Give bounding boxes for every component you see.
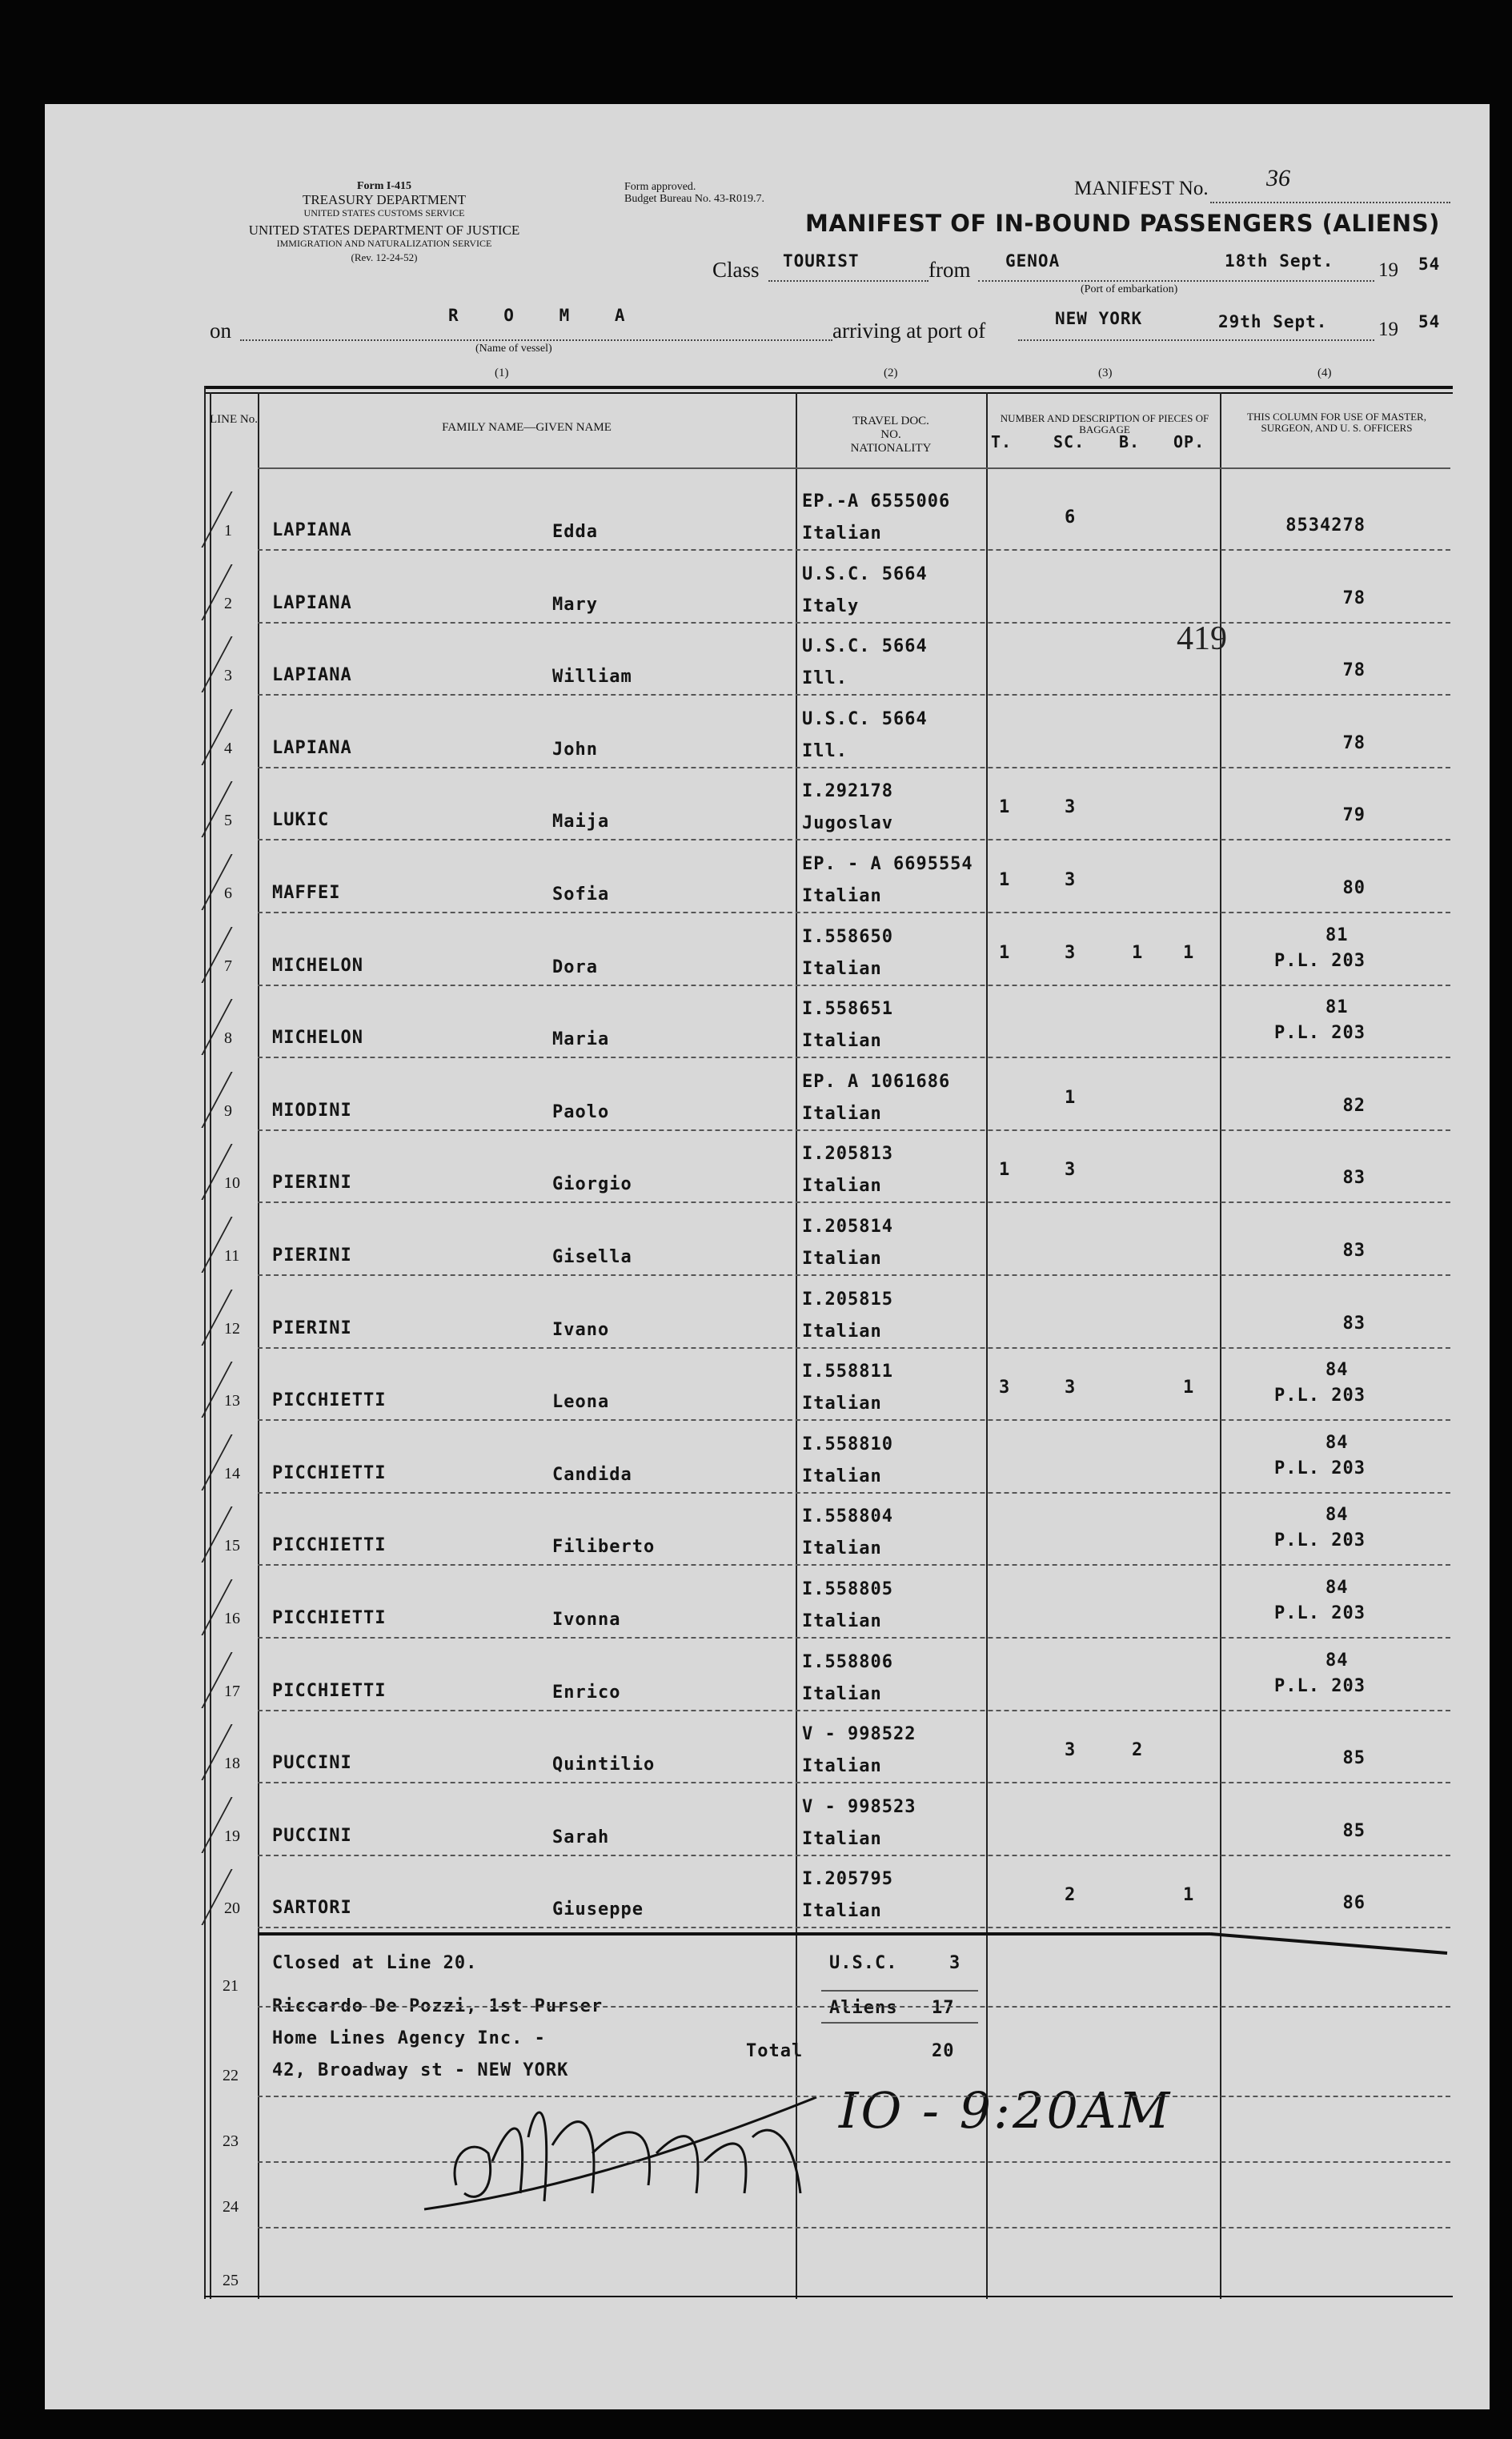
given-name: Maija [552, 812, 610, 832]
nationality: Ill. [802, 668, 848, 688]
officer-note-top: 84 [1326, 1360, 1349, 1380]
baggage-sub-t: T. [991, 432, 1013, 451]
travel-doc-number: I.292178 [802, 781, 893, 801]
line-number: 4 [224, 740, 232, 757]
vessel-note: (Name of vessel) [475, 343, 552, 355]
family-name: MIODINI [272, 1101, 352, 1121]
officer-note: P.L. 203 [1274, 1530, 1366, 1550]
row-divider [258, 1637, 1450, 1639]
family-name: LAPIANA [272, 593, 352, 613]
travel-doc-number: I.558810 [802, 1434, 893, 1454]
officer-note-top: 84 [1326, 1505, 1349, 1525]
baggage-sc: 3 [1065, 870, 1077, 890]
baggage-op: 1 [1183, 943, 1195, 963]
manifest-no-label: MANIFEST No. [1074, 178, 1209, 199]
given-name: Mary [552, 595, 598, 615]
col-number-2: (2) [884, 367, 898, 379]
travel-doc-number: I.558811 [802, 1362, 893, 1382]
officer-note: P.L. 203 [1274, 1676, 1366, 1696]
family-name: PIERINI [272, 1246, 352, 1266]
row-divider [258, 2227, 1450, 2228]
line-number: 5 [224, 812, 232, 829]
closing-stroke [1210, 1928, 1450, 1960]
given-name: Candida [552, 1465, 632, 1485]
line-number: 9 [224, 1102, 232, 1120]
given-name: Enrico [552, 1683, 621, 1703]
agency-address: 42, Broadway st - NEW YORK [272, 2060, 569, 2080]
baggage-b: 2 [1132, 1740, 1144, 1760]
nationality: Italy [802, 596, 860, 616]
manifest-page [45, 104, 1490, 2409]
purser-name: Riccardo De Pozzi, 1st Purser [272, 1996, 604, 2016]
officer-note: 80 [1342, 878, 1366, 898]
arrival-year: 54 [1418, 312, 1441, 331]
col-header-name: FAMILY NAME—GIVEN NAME [442, 421, 612, 434]
baggage-t: 1 [999, 1160, 1011, 1180]
officer-note: 79 [1342, 805, 1366, 825]
justice-dept: UNITED STATES DEPARTMENT OF JUSTICE [248, 223, 520, 238]
aliens-label: Aliens [829, 1998, 898, 2018]
given-name: Giorgio [552, 1174, 632, 1194]
family-name: MAFFEI [272, 883, 341, 903]
nationality: Italian [802, 1249, 882, 1269]
family-name: PICCHIETTI [272, 1463, 387, 1483]
baggage-sub-op: OP. [1173, 432, 1205, 451]
row-divider [258, 2161, 1450, 2163]
form-approval [624, 181, 764, 205]
family-name: MICHELON [272, 1028, 363, 1048]
form-approved: Form approved. [624, 181, 696, 193]
nationality: Italian [802, 1394, 882, 1414]
nationality: Ill. [802, 741, 848, 761]
baggage-sc: 6 [1065, 507, 1077, 528]
family-name: LAPIANA [272, 738, 352, 758]
family-name: LAPIANA [272, 520, 352, 540]
empty-line-number: 23 [223, 2132, 239, 2150]
travel-doc-number: V - 998522 [802, 1724, 916, 1744]
row-divider [258, 1564, 1450, 1566]
line-number: 20 [224, 1899, 240, 1917]
nationality: Italian [802, 524, 882, 544]
manifest-no-value: 36 [1266, 165, 1290, 191]
officer-note: 83 [1342, 1168, 1366, 1188]
family-name: PICCHIETTI [272, 1535, 387, 1555]
ins-service: IMMIGRATION AND NATURALIZATION SERVICE [276, 238, 492, 249]
usc-label: U.S.C. [829, 1953, 898, 1973]
row-divider [258, 839, 1450, 840]
row-divider [258, 1201, 1450, 1203]
family-name: PUCCINI [272, 1826, 352, 1846]
nationality: Italian [802, 1466, 882, 1486]
nationality: Italian [802, 1031, 882, 1051]
treasury-dept: TREASURY DEPARTMENT [302, 192, 467, 207]
empty-line-number: 24 [223, 2198, 239, 2216]
form-header-left [204, 179, 564, 264]
travel-doc-number: I.558651 [802, 999, 893, 1019]
officer-note: 85 [1342, 1821, 1366, 1841]
row-divider [258, 1710, 1450, 1711]
line-number: 2 [224, 595, 232, 612]
travel-doc-number: I.205814 [802, 1217, 893, 1237]
given-name: Edda [552, 522, 598, 542]
row-divider [258, 694, 1450, 696]
form-revision: (Rev. 12-24-52) [351, 251, 418, 263]
class-value: TOURIST [783, 251, 860, 271]
nationality: Italian [802, 1611, 882, 1631]
line-number: 17 [224, 1683, 240, 1700]
given-name: Leona [552, 1392, 610, 1412]
line-number: 6 [224, 885, 232, 902]
travel-doc-number: I.205795 [802, 1869, 893, 1889]
agency-name: Home Lines Agency Inc. - [272, 2028, 546, 2048]
signature [416, 2065, 848, 2217]
class-label: Class [712, 258, 760, 282]
baggage-op: 1 [1183, 1378, 1195, 1398]
row-divider [258, 1782, 1450, 1783]
row-divider [258, 767, 1450, 768]
arrival-date: 29th Sept. [1218, 312, 1328, 331]
baggage-op: 1 [1183, 1885, 1195, 1905]
line-number: 8 [224, 1029, 232, 1047]
embark-date: 18th Sept. [1225, 251, 1334, 271]
given-name: Sarah [552, 1827, 610, 1847]
line-number: 7 [224, 957, 232, 975]
nationality: Italian [802, 1322, 882, 1342]
travel-doc-number: I.205813 [802, 1144, 893, 1164]
row-divider [258, 912, 1450, 913]
given-name: Quintilio [552, 1755, 656, 1775]
row-divider [258, 1057, 1450, 1058]
travel-doc-number: I.558804 [802, 1506, 893, 1526]
given-name: Ivonna [552, 1610, 621, 1630]
baggage-b: 1 [1132, 943, 1144, 963]
travel-doc-number: I.205815 [802, 1290, 893, 1310]
row-divider [258, 1492, 1450, 1494]
empty-line-number: 22 [223, 2067, 239, 2084]
embark-year: 54 [1418, 255, 1441, 274]
line-number: 15 [224, 1537, 240, 1554]
family-name: PIERINI [272, 1318, 352, 1338]
family-name: PICCHIETTI [272, 1390, 387, 1410]
nationality: Italian [802, 1756, 882, 1776]
officer-note: 83 [1342, 1241, 1366, 1261]
from-label: from [928, 258, 971, 282]
given-name: Dora [552, 957, 598, 977]
port-embark-note: (Port of embarkation) [1081, 283, 1178, 295]
customs-service: UNITED STATES CUSTOMS SERVICE [303, 207, 465, 219]
given-name: Paolo [552, 1102, 610, 1122]
given-name: John [552, 740, 598, 760]
row-divider [258, 1855, 1450, 1856]
family-name: LAPIANA [272, 665, 352, 685]
annotation-number: 419 [1177, 620, 1227, 657]
family-name: LUKIC [272, 810, 330, 830]
empty-line-number: 21 [223, 1977, 239, 1995]
travel-doc-number: U.S.C. 5664 [802, 636, 928, 656]
baggage-sub-b: B. [1119, 432, 1141, 451]
officer-note: 83 [1342, 1314, 1366, 1334]
nationality: Italian [802, 886, 882, 906]
officer-note: 78 [1342, 588, 1366, 608]
travel-doc-number: I.558806 [802, 1652, 893, 1672]
officer-note: 86 [1342, 1893, 1366, 1913]
officer-note: 8534278 [1285, 515, 1366, 536]
given-name: William [552, 667, 632, 687]
officer-note: P.L. 203 [1274, 951, 1366, 971]
line-number: 11 [224, 1247, 240, 1265]
usc-count: 3 [949, 1953, 961, 1973]
arrival-year-prefix: 19 [1378, 319, 1398, 340]
baggage-sc: 3 [1065, 1378, 1077, 1398]
baggage-t: 1 [999, 870, 1011, 890]
family-name: PUCCINI [272, 1753, 352, 1773]
line-number: 12 [224, 1320, 240, 1338]
family-name: SARTORI [272, 1898, 352, 1918]
line-number: 13 [224, 1392, 240, 1410]
nationality: Italian [802, 1104, 882, 1124]
arriving-label: arriving at port of [832, 319, 986, 343]
row-divider [258, 1274, 1450, 1276]
given-name: Gisella [552, 1247, 632, 1267]
baggage-sc: 3 [1065, 1740, 1077, 1760]
col-header-doc: TRAVEL DOC. NO. NATIONALITY [850, 415, 932, 455]
line-number: 16 [224, 1610, 240, 1627]
officer-note-top: 84 [1326, 1433, 1349, 1453]
embark-port: GENOA [1005, 251, 1061, 271]
row-divider [258, 1419, 1450, 1421]
family-name: PICCHIETTI [272, 1681, 387, 1701]
aliens-count: 17 [932, 1998, 955, 2018]
officer-note: 78 [1342, 733, 1366, 753]
given-name: Ivano [552, 1320, 610, 1340]
baggage-sc: 3 [1065, 1160, 1077, 1180]
officer-note: 78 [1342, 660, 1366, 680]
vessel-name: R O M A [448, 306, 643, 325]
line-number: 1 [224, 522, 232, 540]
line-number: 3 [224, 667, 232, 684]
baggage-t: 1 [999, 943, 1011, 963]
baggage-sub-sc: SC. [1053, 432, 1085, 451]
nationality: Italian [802, 1901, 882, 1921]
baggage-t: 1 [999, 797, 1011, 817]
travel-doc-number: I.558650 [802, 927, 893, 947]
nationality: Italian [802, 1176, 882, 1196]
family-name: MICHELON [272, 956, 363, 976]
travel-doc-number: EP.-A 6555006 [802, 491, 951, 511]
nationality: Italian [802, 1684, 882, 1704]
col-header-officers: THIS COLUMN FOR USE OF MASTER, SURGEON, AND U. S. OFFICERS [1247, 411, 1426, 434]
total-label: Total [746, 2041, 804, 2061]
nationality: Italian [802, 959, 882, 979]
arrival-port: NEW YORK [1055, 309, 1143, 328]
line-number: 10 [224, 1174, 240, 1192]
baggage-sc: 2 [1065, 1885, 1077, 1905]
line-number: 18 [224, 1755, 240, 1772]
officer-note: P.L. 203 [1274, 1023, 1366, 1043]
col-number-4: (4) [1317, 367, 1332, 379]
officer-note: 82 [1342, 1096, 1366, 1116]
budget-bureau: Budget Bureau No. 43-R019.7. [624, 193, 764, 205]
manifest-title: MANIFEST OF IN-BOUND PASSENGERS (ALIENS) [805, 210, 1440, 237]
col-number-1: (1) [495, 367, 509, 379]
row-divider [258, 2096, 1450, 2097]
officer-note: P.L. 203 [1274, 1458, 1366, 1478]
row-divider [258, 1347, 1450, 1349]
form-number: Form I-415 [356, 180, 412, 192]
family-name: PICCHIETTI [272, 1608, 387, 1628]
row-divider [258, 622, 1450, 624]
officer-note: P.L. 203 [1274, 1603, 1366, 1623]
row-divider [258, 549, 1450, 551]
on-label: on [210, 319, 231, 343]
family-name: PIERINI [272, 1173, 352, 1193]
baggage-t: 3 [999, 1378, 1011, 1398]
row-divider [258, 2006, 1450, 2008]
row-divider [258, 1129, 1450, 1131]
baggage-sc: 1 [1065, 1088, 1077, 1108]
baggage-sc: 3 [1065, 797, 1077, 817]
line-number: 14 [224, 1465, 240, 1482]
travel-doc-number: U.S.C. 5664 [802, 709, 928, 729]
travel-doc-number: V - 998523 [802, 1797, 916, 1817]
given-name: Maria [552, 1029, 610, 1049]
given-name: Filiberto [552, 1537, 656, 1557]
empty-line-number: 25 [223, 2272, 239, 2289]
closed-at-line: Closed at Line 20. [272, 1953, 478, 1973]
officer-note-top: 84 [1326, 1578, 1349, 1598]
travel-doc-number: EP. A 1061686 [802, 1072, 951, 1092]
col-header-line: LINE No. [210, 413, 258, 426]
travel-doc-number: EP. - A 6695554 [802, 854, 973, 874]
given-name: Giuseppe [552, 1899, 644, 1920]
baggage-sc: 3 [1065, 943, 1077, 963]
nationality: Italian [802, 1829, 882, 1849]
officer-note-top: 84 [1326, 1651, 1349, 1671]
travel-doc-number: U.S.C. 5664 [802, 564, 928, 584]
officer-note-top: 81 [1326, 925, 1349, 945]
officer-note: 85 [1342, 1748, 1366, 1768]
line-number: 19 [224, 1827, 240, 1845]
nationality: Jugoslav [802, 813, 893, 833]
col-number-3: (3) [1098, 367, 1113, 379]
nationality: Italian [802, 1538, 882, 1558]
row-divider [258, 985, 1450, 986]
handwritten-time: IO - 9:20AM [839, 2081, 1173, 2140]
embark-year-prefix: 19 [1378, 259, 1398, 281]
given-name: Sofia [552, 885, 610, 905]
total-count: 20 [932, 2041, 955, 2061]
travel-doc-number: I.558805 [802, 1579, 893, 1599]
col-header-baggage: NUMBER AND DESCRIPTION OF PIECES OF BAGGAGE [1000, 412, 1209, 435]
officer-note: P.L. 203 [1274, 1386, 1366, 1406]
officer-note-top: 81 [1326, 997, 1349, 1017]
